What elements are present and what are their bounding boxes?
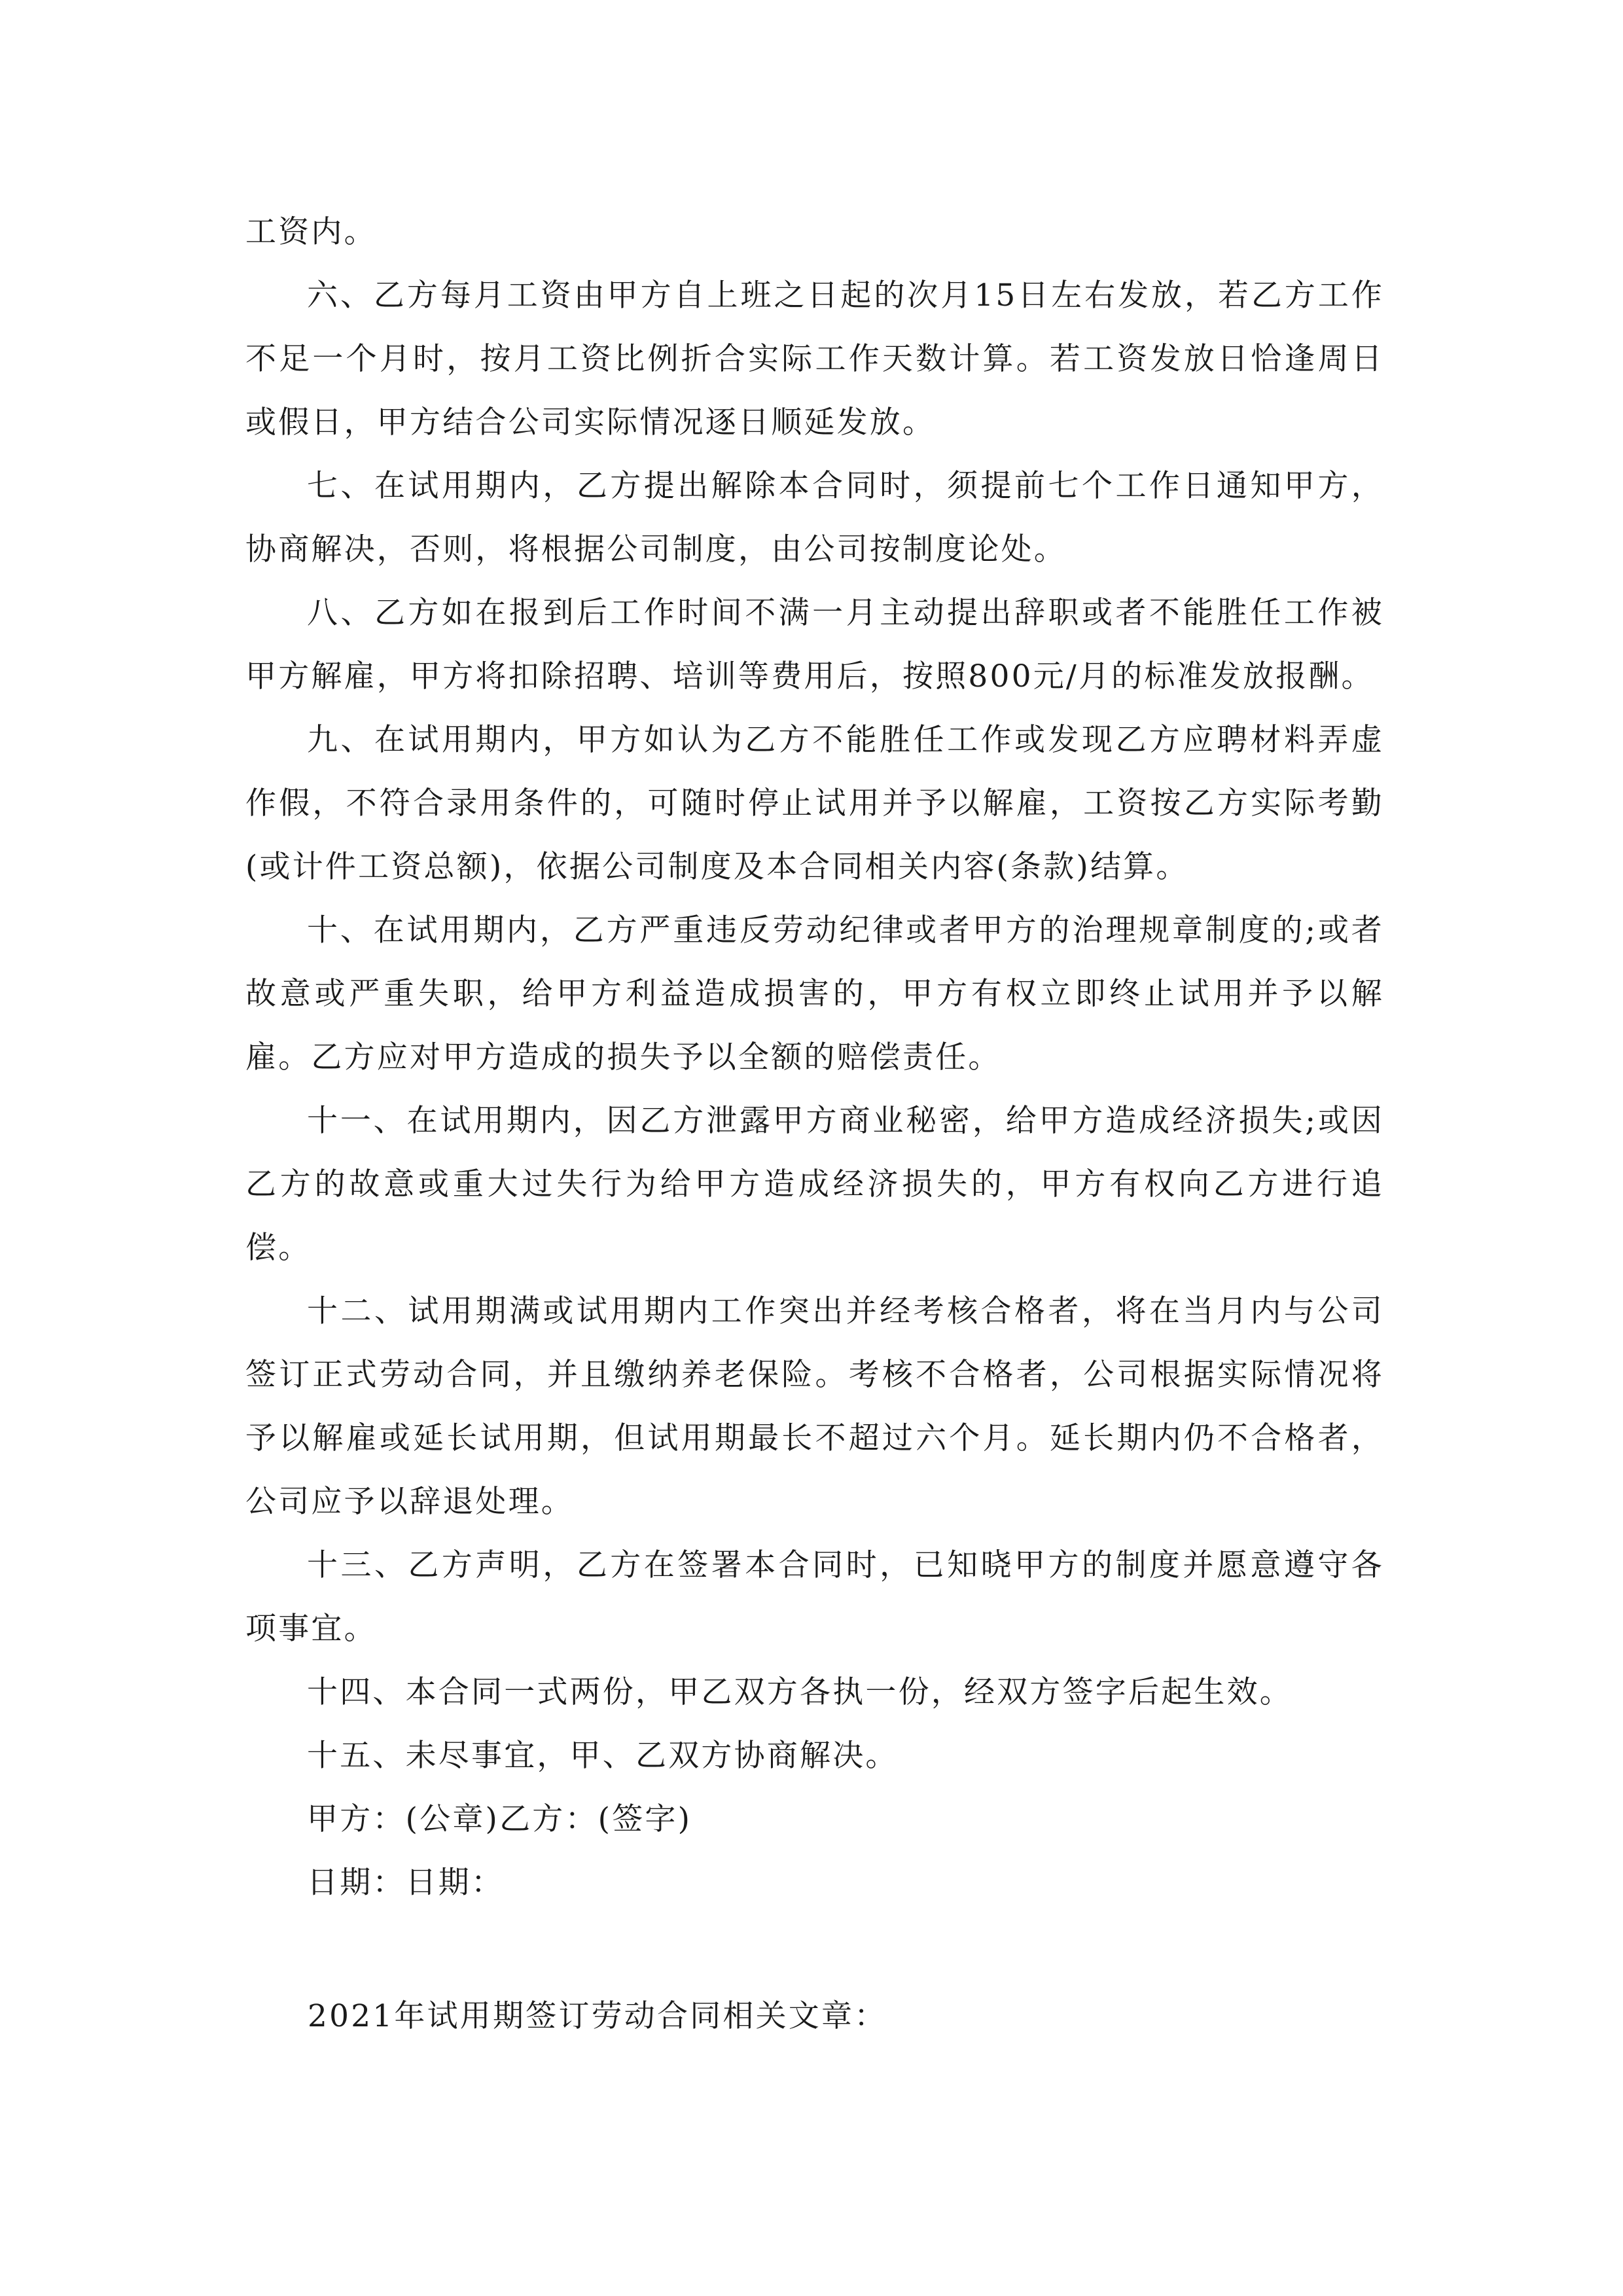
clause-11: 十一、在试用期内，因乙方泄露甲方商业秘密，给甲方造成经济损失;或因乙方的故意或重大过失行为给甲方造成经济损失的，甲方有权向乙方进行追偿。 bbox=[245, 1103, 1384, 1266]
clause-7: 七、在试用期内，乙方提出解除本合同时，须提前七个工作日通知甲方，协商解决，否则，将根据公司制度，由公司按制度论处。 bbox=[245, 468, 1384, 567]
clause-15: 十五、未尽事宜，甲、乙双方协商解决。 bbox=[307, 1738, 899, 1774]
clause-14: 十四、本合同一式两份，甲乙双方各执一份，经双方签字后起生效。 bbox=[307, 1674, 1293, 1710]
paragraph-continuation: 工资内。 bbox=[245, 214, 377, 250]
contract-body bbox=[245, 200, 1384, 1914]
clause-10: 十、在试用期内，乙方严重违反劳动纪律或者甲方的治理规章制度的;或者故意或严重失职，给甲方利益造成损害的，甲方有权立即终止试用并予以解雇。乙方应对甲方造成的损失予以全额的赔偿责任。 bbox=[245, 912, 1384, 1075]
clause-9: 九、在试用期内，甲方如认为乙方不能胜任工作或发现乙方应聘材料弄虚作假，不符合录用条件的，可随时停止试用并予以解雇，工资按乙方实际考勤(或计件工资总额)，依据公司制度及本合同相关内容(条款)结算。 bbox=[245, 722, 1384, 885]
clause-6: 六、乙方每月工资由甲方自上班之日起的次月15日左右发放，若乙方工作不足一个月时，按月工资比例折合实际工作天数计算。若工资发放日恰逢周日或假日，甲方结合公司实际情况逐日顺延发放。 bbox=[245, 278, 1384, 440]
clause-8: 八、乙方如在报到后工作时间不满一月主动提出辞职或者不能胜任工作被甲方解雇，甲方将扣除招聘、培训等费用后，按照800元/月的标准发放报酬。 bbox=[245, 595, 1384, 694]
clause-13: 十三、乙方声明，乙方在签署本合同时，已知晓甲方的制度并愿意遵守各项事宜。 bbox=[245, 1547, 1384, 1647]
clause-12: 十二、试用期满或试用期内工作突出并经考核合格者，将在当月内与公司签订正式劳动合同，并且缴纳养老保险。考核不合格者，公司根据实际情况将予以解雇或延长试用期，但试用期最长不超过六个月。延长期内仍不合格者，公司应予以辞退处理。 bbox=[245, 1293, 1384, 1520]
related-articles-heading: 2021年试用期签订劳动合同相关文章： bbox=[308, 1998, 887, 2034]
date-line: 日期：日期： bbox=[307, 1865, 505, 1901]
signature-line: 甲方：(公章)乙方：(签字) bbox=[307, 1801, 692, 1837]
